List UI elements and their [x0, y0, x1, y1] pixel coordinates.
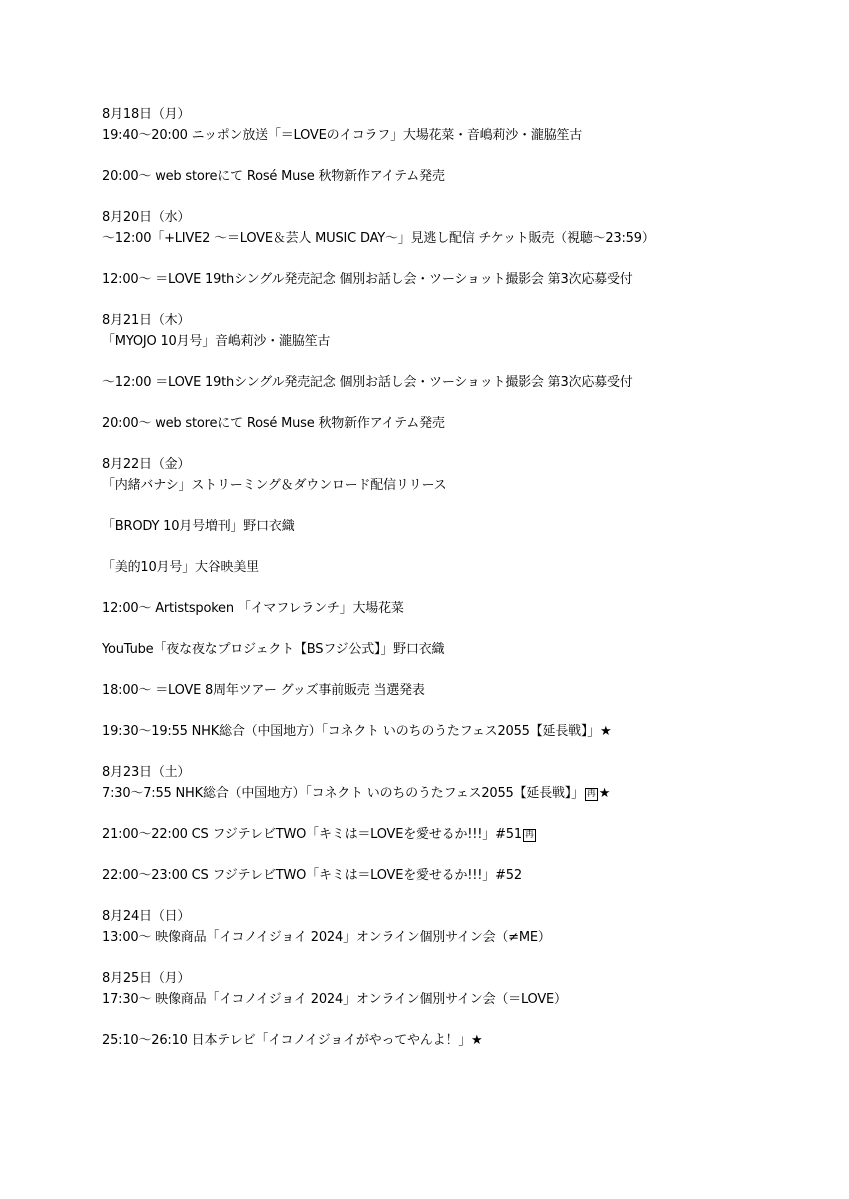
event-line: 20:00～ web storeにて Rosé Muse 秋物新作アイテム発売: [102, 416, 445, 431]
event-line: 25:10～26:10 日本テレビ「イコノイジョイがやってやんよ！」★: [102, 1033, 483, 1048]
event-line: 21:00～22:00 CS フジテレビTWO「キミは＝LOVEを愛せるか!!!」#51 再: [102, 827, 534, 842]
date-heading: 8月24日（日）: [102, 909, 191, 924]
event-line: 「BRODY 10月号増刊」野口衣織: [102, 519, 295, 534]
date-heading: 8月21日（木）: [102, 313, 191, 328]
schedule-document: [102, 104, 802, 1051]
event-line: YouTube「夜な夜なプロジェクト【BSフジ公式】」野口衣織: [102, 642, 445, 657]
event-line: 19:40～20:00 ニッポン放送「＝LOVEのイコラフ」大場花菜・音嶋莉沙・瀧脇笙古: [102, 128, 583, 143]
event-line: 12:00～ ＝LOVE 19thシングル発売記念 個別お話し会・ツーショット撮影会 第3次応募受付: [102, 272, 633, 287]
event-line: ～12:00「+LIVE2 ～＝LOVE＆芸人 MUSIC DAY～」見逃し配信 チケット販売（視聴～23:59）: [102, 231, 655, 246]
event-line: 「内緒バナシ」ストリーミング＆ダウンロード配信リリース: [102, 478, 447, 493]
date-heading: 8月20日（水）: [102, 210, 191, 225]
date-heading: 8月22日（金）: [102, 457, 191, 472]
event-line: 18:00～ ＝LOVE 8周年ツアー グッズ事前販売 当選発表: [102, 683, 425, 698]
event-line: 「MYOJO 10月号」音嶋莉沙・瀧脇笙古: [102, 334, 331, 349]
event-line: 17:30～ 映像商品「イコノイジョイ 2024」オンライン個別サイン会（＝LOVE）: [102, 992, 567, 1007]
rebroadcast-badge: 再: [586, 789, 596, 799]
event-line: 13:00～ 映像商品「イコノイジョイ 2024」オンライン個別サイン会（≠ME）: [102, 930, 551, 945]
date-heading: 8月25日（月）: [102, 971, 191, 986]
event-line: 7:30～7:55 NHK総合（中国地方）「コネクト いのちのうたフェス2055【延長戦】」 再 ★: [102, 786, 611, 801]
rebroadcast-badge: 再: [524, 830, 534, 840]
event-line: 22:00～23:00 CS フジテレビTWO「キミは＝LOVEを愛せるか!!!」#52: [102, 868, 522, 883]
date-heading: 8月23日（土）: [102, 765, 191, 780]
event-line: 20:00～ web storeにて Rosé Muse 秋物新作アイテム発売: [102, 169, 445, 184]
event-line: 12:00～ Artistspoken 「イマフレランチ」大場花菜: [102, 601, 404, 616]
date-heading: 8月18日（月）: [102, 107, 191, 122]
event-line: ～12:00 ＝LOVE 19thシングル発売記念 個別お話し会・ツーショット撮影会 第3次応募受付: [102, 375, 633, 390]
event-line: 19:30～19:55 NHK総合（中国地方）「コネクト いのちのうたフェス2055【延長戦】」★: [102, 724, 612, 739]
event-line: 「美的10月号」大谷映美里: [102, 560, 259, 575]
